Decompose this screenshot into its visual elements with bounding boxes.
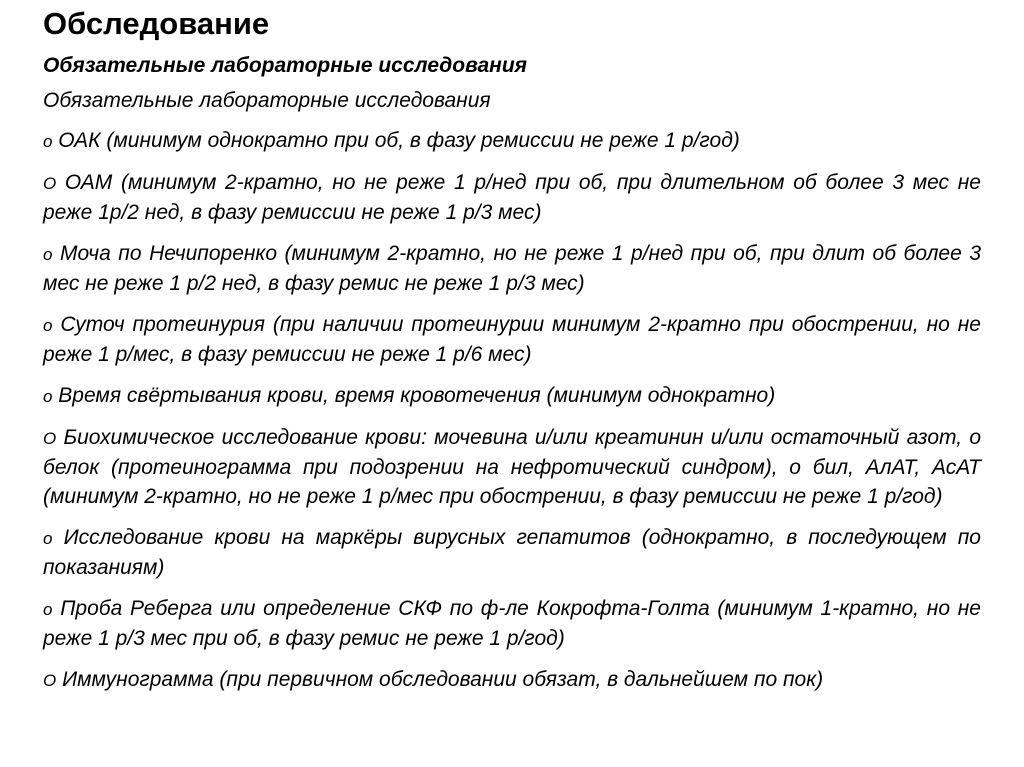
list-item: [43, 423, 981, 511]
list-item: [43, 381, 981, 411]
section-heading: Обязательные лабораторные исследования: [43, 89, 491, 112]
list-item: [43, 126, 981, 156]
exam-list: [43, 126, 981, 695]
slide: [43, 4, 981, 695]
bullet-icon: o: [43, 132, 53, 151]
list-item-text: Исследование крови на маркёры вирусных гепатитов (однократно, в последующем по показаниям): [43, 526, 981, 579]
bullet-icon: O: [43, 671, 57, 690]
list-item: [43, 239, 981, 298]
list-item-text: Биохимическое исследование крови: мочевина и/или креатинин и/или остаточный азот, о белок (протеинограмма при подозрении на нефротический синдром), о бил, АлАТ, АсАТ (минимум 2-кратно, но не реже 1 р/мес при обострении, в фазу ремиссии не реже 1 р/год): [43, 426, 981, 508]
list-item: [43, 168, 981, 227]
list-item-text: ОАМ (минимум 2-кратно, но не реже 1 р/нед при об, при длительном об более 3 мес не реже 1р/2 нед, в фазу ремиссии не реже 1 р/3 мес): [43, 171, 981, 224]
list-item-text: Моча по Нечипоренко (минимум 2-кратно, но не реже 1 р/нед при об, при длит об более 3 мес не реже 1 р/2 нед, в фазу ремис не реже 1 р/3 мес): [43, 242, 981, 295]
list-item: [43, 665, 981, 695]
list-item-text: Иммунограмма (при первичном обследовании обязат, в дальнейшем по пок): [56, 668, 824, 691]
bullet-icon: o: [43, 387, 53, 406]
list-item: [43, 523, 981, 582]
page-title: Обследование: [43, 6, 270, 41]
bullet-icon: o: [43, 529, 53, 548]
bullet-icon: o: [43, 316, 53, 335]
bullet-icon: o: [43, 600, 53, 619]
list-item: [43, 310, 981, 369]
bullet-icon: O: [43, 429, 57, 448]
list-item: [43, 594, 981, 653]
section-subtitle: Обязательные лабораторные исследования: [43, 54, 528, 77]
list-item-text: ОАК (минимум однократно при об, в фазу ремиссии не реже 1 р/год): [52, 129, 740, 152]
list-item-text: Проба Реберга или определение СКФ по ф-ле Кокрофта-Голта (минимум 1-кратно, но не реже 1 р/3 мес при об, в фазу ремис не реже 1 р/год): [43, 597, 981, 650]
list-item-text: Суточ протеинурия (при наличии протеинурии минимум 2-кратно при обострении, но не реже 1 р/мес, в фазу ремиссии не реже 1 р/6 мес): [43, 313, 981, 366]
bullet-icon: o: [43, 245, 53, 264]
list-item-text: Время свёртывания крови, время кровотечения (минимум однократно): [52, 384, 776, 407]
bullet-icon: O: [43, 174, 57, 193]
